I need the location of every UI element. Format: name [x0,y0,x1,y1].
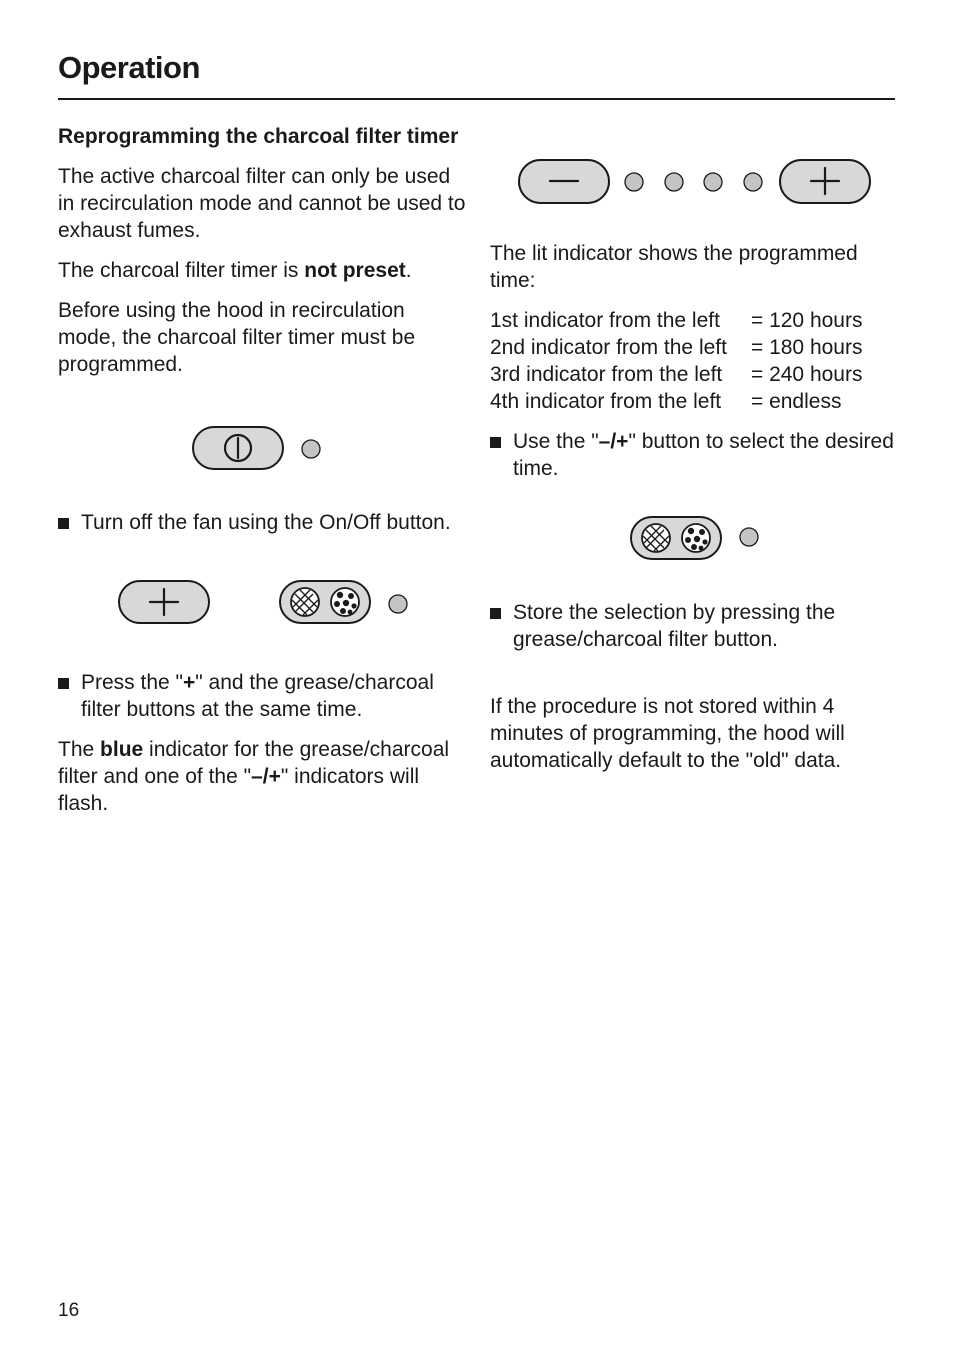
indicator-value: = 120 hours [750,309,863,332]
indicator-light-icon [389,595,407,613]
indicator-value: = 240 hours [750,363,863,386]
timeout-note: If the procedure is not stored within 4 minutes of programming, the hood will automatically default to the "old" data. [490,695,845,772]
preset-paragraph: The charcoal filter timer is not preset. [58,259,412,282]
section-heading: Reprogramming the charcoal filter timer [58,125,459,148]
indicator-light-icon [625,173,643,191]
right-column [490,240,900,787]
table-row [490,307,862,334]
left-column [58,123,468,830]
plus-filter-figure-svg [58,549,468,669]
on-off-figure-svg [58,391,468,509]
intro-paragraph: The active charcoal filter can only be used in recirculation mode and cannot be used to exhaust fumes. [58,165,466,242]
indicator-label: 1st indicator from the left [490,309,720,332]
filter-store-figure [490,495,900,599]
filter-store-figure-svg [490,495,900,599]
before-using-paragraph: Before using the hood in recirculation mode, the charcoal filter timer must be programmed. [58,299,416,376]
bullet-icon [490,437,501,448]
plus-filter-figure [58,549,468,669]
title-divider [58,98,895,100]
bullet-icon [490,608,501,619]
indicator-light-icon [744,173,762,191]
on-off-figure [58,391,468,509]
page-title: Operation [58,50,200,85]
step-press-plus-filter: Press the "+" and the grease/charcoal filter buttons at the same time. [58,669,468,723]
step-turn-off: Turn off the fan using the On/Off button. [58,509,468,536]
table-row [490,334,862,361]
indicator-hours-table [490,307,862,415]
step-store: Store the selection by pressing the grease/charcoal filter button. [490,599,900,653]
bullet-icon [58,678,69,689]
table-row [490,361,862,388]
table-row [490,388,862,415]
indicator-label: 4th indicator from the left [490,390,722,413]
lit-indicator-paragraph: The lit indicator shows the programmed time: [490,242,858,292]
indicator-label: 2nd indicator from the left [490,336,727,359]
indicator-light-icon [665,173,683,191]
indicator-light-icon [704,173,722,191]
indicator-light-icon [302,440,320,458]
indicator-value: = 180 hours [750,336,863,359]
indicator-value: = endless [750,390,842,413]
step-select-time: Use the "–/+" button to select the desired time. [490,428,900,482]
minus-plus-figure [490,150,910,220]
page-number: 16 [58,1300,80,1321]
blue-indicator-paragraph: The blue indicator for the grease/charcoal filter and one of the "–/+" indicators will flash. [58,738,450,815]
indicator-label: 3rd indicator from the left [490,363,723,386]
bullet-icon [58,518,69,529]
indicator-light-icon [740,528,758,546]
